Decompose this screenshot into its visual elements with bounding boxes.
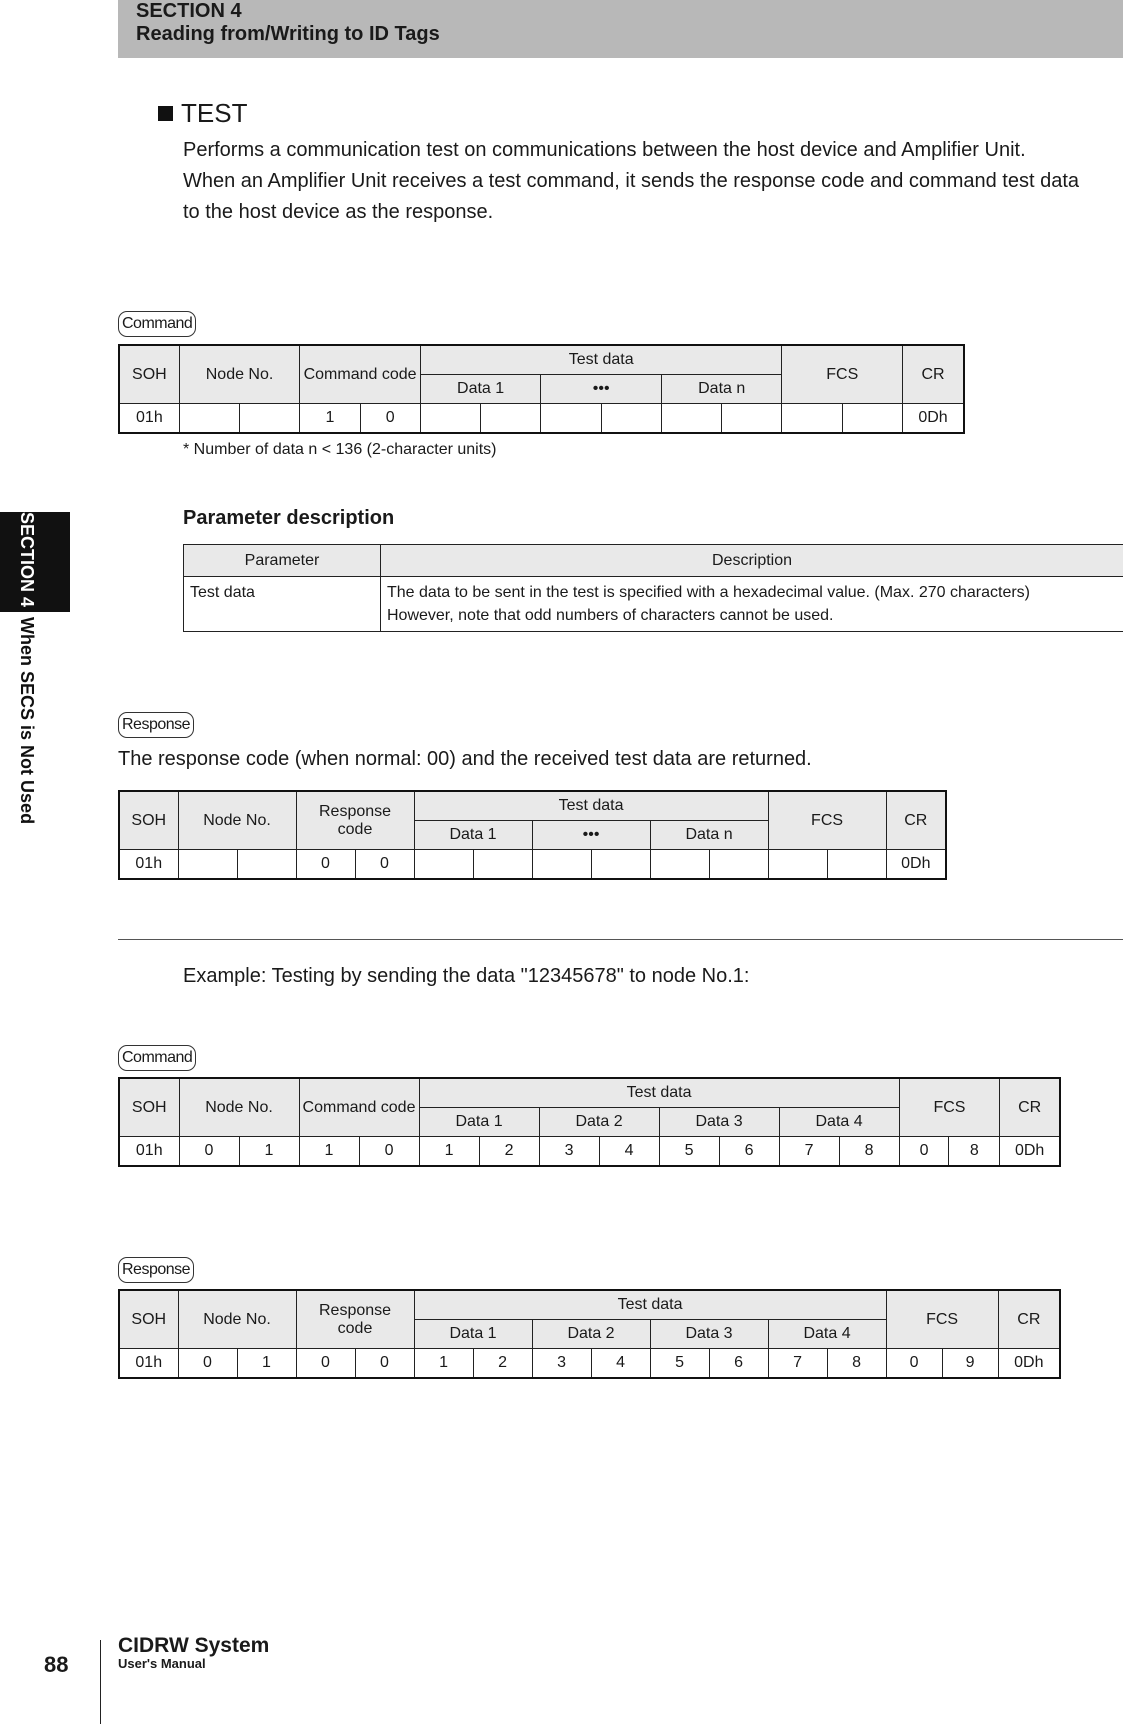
- cell: 01h: [119, 1137, 179, 1167]
- col-dots: •••: [532, 821, 650, 850]
- command-badge: Command: [118, 311, 196, 337]
- col-fcs: FCS: [886, 1290, 998, 1349]
- col-data-4: Data 4: [779, 1108, 899, 1137]
- col-response-code: [296, 791, 414, 850]
- col-data-n: Data n: [650, 821, 768, 850]
- cell: 0: [360, 404, 420, 434]
- footer-divider: [100, 1640, 101, 1724]
- test-title: TEST: [181, 98, 248, 128]
- cell: 0: [886, 1349, 942, 1379]
- cell: 9: [942, 1349, 998, 1379]
- col-node-no: Node No.: [178, 791, 296, 850]
- cell: 01h: [119, 1349, 178, 1379]
- footer-subtitle: User's Manual: [118, 1656, 206, 1671]
- col-data-4: Data 4: [768, 1320, 886, 1349]
- col-soh: SOH: [119, 345, 179, 404]
- cell: [481, 404, 541, 434]
- col-data-3: Data 3: [650, 1320, 768, 1349]
- col-test-data: Test data: [414, 1290, 886, 1320]
- test-line-2: When an Amplifier Unit receives a test command, it sends the response code and command test data: [183, 170, 1080, 192]
- response-text: The response code (when normal: 00) and the received test data are returned.: [118, 748, 812, 770]
- footer-title: CIDRW System: [118, 1634, 270, 1657]
- response-code-line-1: Response: [318, 1301, 392, 1319]
- cell: [591, 850, 650, 880]
- cell: 0: [296, 1349, 355, 1379]
- col-node-no: Node No.: [179, 1078, 299, 1137]
- col-soh: SOH: [119, 1078, 179, 1137]
- col-dots: •••: [541, 375, 662, 404]
- cell: 2: [479, 1137, 539, 1167]
- cell: [237, 850, 296, 880]
- cell: 0Dh: [903, 404, 964, 434]
- command-badge: Command: [118, 1045, 196, 1071]
- square-bullet-icon: [158, 106, 173, 121]
- test-heading: [158, 98, 247, 129]
- col-node-no: Node No.: [178, 1290, 296, 1349]
- cell: [601, 404, 661, 434]
- cell: 8: [839, 1137, 899, 1167]
- parameter-table: [183, 544, 1123, 632]
- example-command-table: [118, 1077, 1061, 1167]
- cell: 7: [768, 1349, 827, 1379]
- col-cr: CR: [998, 1290, 1060, 1349]
- col-fcs: FCS: [899, 1078, 1000, 1137]
- col-fcs: FCS: [782, 345, 903, 404]
- section-header: [118, 0, 1123, 58]
- cell: 1: [300, 404, 360, 434]
- col-data-n: Data n: [661, 375, 782, 404]
- col-soh: SOH: [119, 1290, 178, 1349]
- col-fcs: FCS: [768, 791, 886, 850]
- parameter-heading: Parameter description: [183, 507, 395, 529]
- col-data-1: Data 1: [414, 1320, 532, 1349]
- section-number: SECTION 4: [136, 0, 242, 22]
- command-note: * Number of data n < 136 (2-character units): [183, 441, 497, 458]
- col-test-data: Test data: [414, 791, 768, 821]
- cell: 1: [237, 1349, 296, 1379]
- cell: [240, 404, 300, 434]
- col-test-data: Test data: [420, 345, 782, 375]
- col-response-code: [296, 1290, 414, 1349]
- cell: 0Dh: [886, 850, 946, 880]
- cell: 0: [178, 1349, 237, 1379]
- response-code-line-2: code: [337, 1319, 373, 1337]
- cell: 3: [539, 1137, 599, 1167]
- cell: 4: [599, 1137, 659, 1167]
- col-data-1: Data 1: [414, 821, 532, 850]
- side-tab-text: [14, 512, 40, 872]
- col-test-data: Test data: [419, 1078, 899, 1108]
- side-tab-title: When SECS is Not Used: [17, 617, 37, 825]
- cell: 0: [359, 1137, 419, 1167]
- cell: [532, 850, 591, 880]
- col-command-code: Command code: [300, 345, 421, 404]
- col-data-2: Data 2: [532, 1320, 650, 1349]
- cell: 2: [473, 1349, 532, 1379]
- cell: 0: [355, 1349, 414, 1379]
- response-code-line-1: Response: [318, 802, 392, 820]
- cell: [768, 850, 827, 880]
- cell: [414, 850, 473, 880]
- cell: 6: [709, 1349, 768, 1379]
- cell: 0Dh: [1000, 1137, 1060, 1167]
- cell: 8: [949, 1137, 1000, 1167]
- divider: [118, 939, 1123, 940]
- cell: [827, 850, 886, 880]
- cell: 5: [659, 1137, 719, 1167]
- cell: 4: [591, 1349, 650, 1379]
- cell: [661, 404, 721, 434]
- cell: 8: [827, 1349, 886, 1379]
- cell: 0: [899, 1137, 949, 1167]
- cell: [722, 404, 782, 434]
- cell: [842, 404, 902, 434]
- param-desc-line-1: The data to be sent in the test is specified with a hexadecimal value. (Max. 270 characters): [387, 584, 1030, 601]
- response-badge: Response: [118, 1257, 194, 1283]
- cell: [541, 404, 601, 434]
- example-text: Example: Testing by sending the data "12345678" to node No.1:: [183, 965, 750, 987]
- param-description: [381, 577, 1123, 632]
- page-number: 88: [44, 1652, 69, 1677]
- cell: [179, 404, 239, 434]
- cell: [473, 850, 532, 880]
- col-data-1: Data 1: [420, 375, 541, 404]
- cell: [178, 850, 237, 880]
- col-data-2: Data 2: [539, 1108, 659, 1137]
- test-line-3: to the host device as the response.: [183, 201, 494, 223]
- param-desc-line-2: However, note that odd numbers of characters cannot be used.: [387, 607, 834, 624]
- section-title: Reading from/Writing to ID Tags: [136, 23, 440, 45]
- cell: 01h: [119, 850, 178, 880]
- cell: 5: [650, 1349, 709, 1379]
- cell: 1: [419, 1137, 479, 1167]
- col-cr: CR: [1000, 1078, 1060, 1137]
- test-line-1: Performs a communication test on communications between the host device and Amplifier Unit.: [183, 139, 1026, 161]
- param-col-parameter: Parameter: [184, 545, 381, 577]
- cell: [650, 850, 709, 880]
- col-cr: CR: [903, 345, 964, 404]
- cell: 1: [239, 1137, 299, 1167]
- response-code-line-2: code: [337, 820, 373, 838]
- cell: 7: [779, 1137, 839, 1167]
- side-tab-section: SECTION 4: [17, 512, 37, 608]
- cell: 0Dh: [998, 1349, 1060, 1379]
- cell: 01h: [119, 404, 179, 434]
- cell: 0: [355, 850, 414, 880]
- response-frame-table: [118, 790, 947, 880]
- cell: 0: [179, 1137, 239, 1167]
- response-badge: Response: [118, 712, 194, 738]
- param-name: Test data: [184, 577, 381, 632]
- col-node-no: Node No.: [179, 345, 300, 404]
- cell: 1: [414, 1349, 473, 1379]
- cell: [420, 404, 480, 434]
- col-soh: SOH: [119, 791, 178, 850]
- cell: 3: [532, 1349, 591, 1379]
- cell: 0: [296, 850, 355, 880]
- cell: 6: [719, 1137, 779, 1167]
- cell: [709, 850, 768, 880]
- col-cr: CR: [886, 791, 946, 850]
- param-col-description: Description: [381, 545, 1123, 577]
- col-data-1: Data 1: [419, 1108, 539, 1137]
- col-command-code: Command code: [299, 1078, 419, 1137]
- col-data-3: Data 3: [659, 1108, 779, 1137]
- cell: [782, 404, 842, 434]
- command-frame-table: [118, 344, 965, 434]
- cell: 1: [299, 1137, 359, 1167]
- example-response-table: [118, 1289, 1061, 1379]
